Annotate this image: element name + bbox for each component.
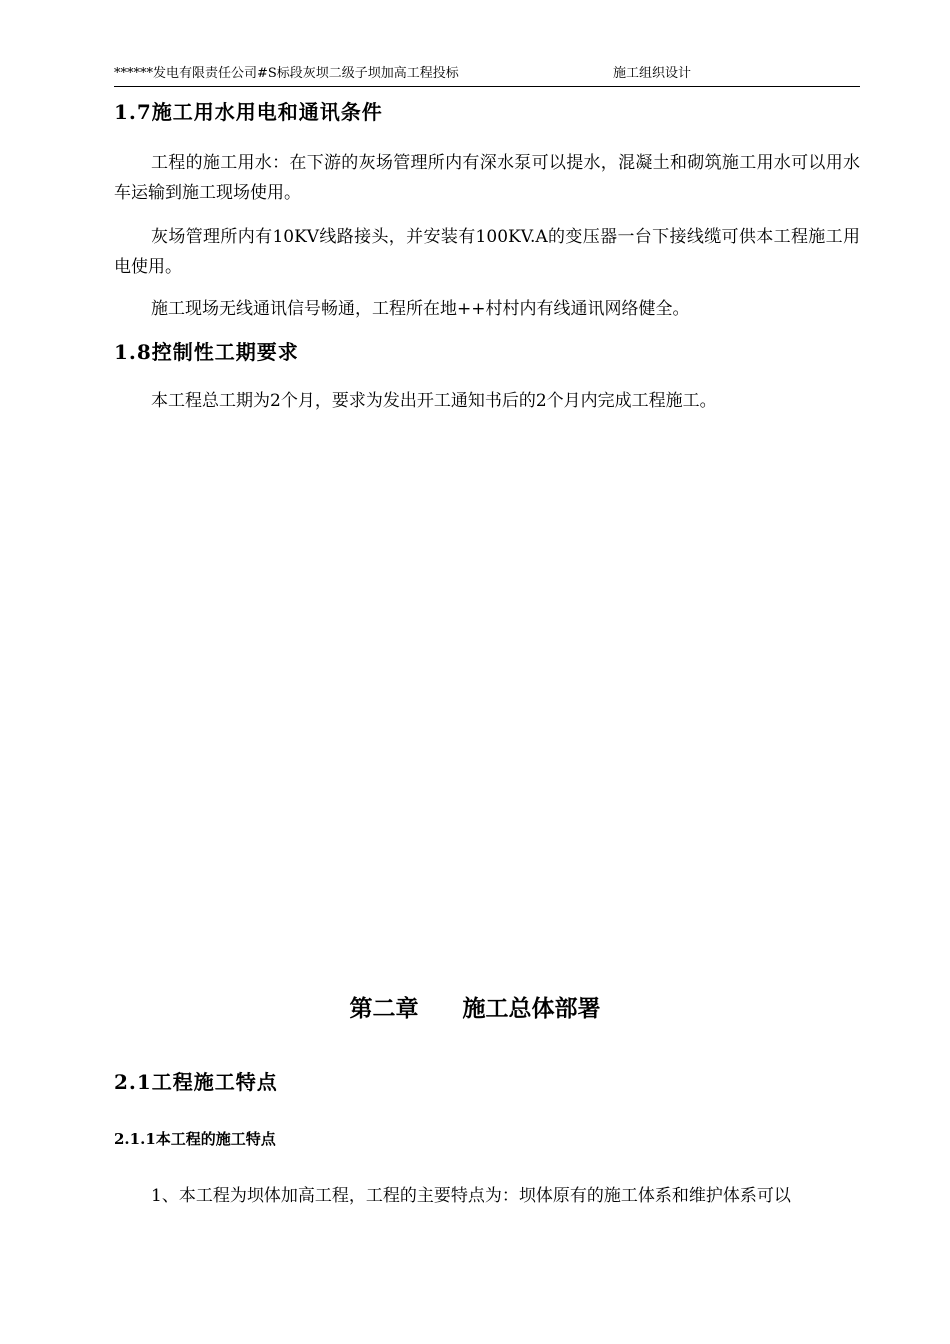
chapter-title: 施工总体部署 [462,995,601,1022]
chapter-number: 第二章 [349,995,419,1022]
section-2-1-1-paragraph-1: 1、本工程为坝体加高工程，工程的主要特点为：坝体原有的施工体系和维护体系可以 [151,1186,791,1206]
section-1-8-heading: 1.8控制性工期要求 [114,340,299,364]
section-2-1-heading: 2.1工程施工特点 [114,1070,278,1094]
header-document-type: 施工组织设计 [613,66,692,81]
section-1-7-paragraph-telecom: 施工现场无线通讯信号畅通，工程所在地++村村内有线通讯网络健全。 [151,299,690,319]
section-1-8-paragraph-schedule: 本工程总工期为2个月，要求为发出开工通知书后的2个月内完成工程施工。 [151,391,717,411]
section-2-1-1-heading: 2.1.1本工程的施工特点 [114,1130,276,1148]
chapter-2-heading [0,994,950,1024]
header-project-title: ******发电有限责任公司#S标段灰坝二级子坝加高工程投标 [114,66,459,81]
page-header [114,64,860,87]
section-1-7-paragraph-power: 灰场管理所内有10KV线路接头，并安装有100KV.A的变压器一台下接线缆可供本工程施工用电使用。 [114,227,860,277]
section-1-7-paragraph-water: 工程的施工用水：在下游的灰场管理所内有深水泵可以提水，混凝土和砌筑施工用水可以用水车运输到施工现场使用。 [114,153,860,203]
section-1-7-heading: 1.7施工用水用电和通讯条件 [114,100,383,124]
